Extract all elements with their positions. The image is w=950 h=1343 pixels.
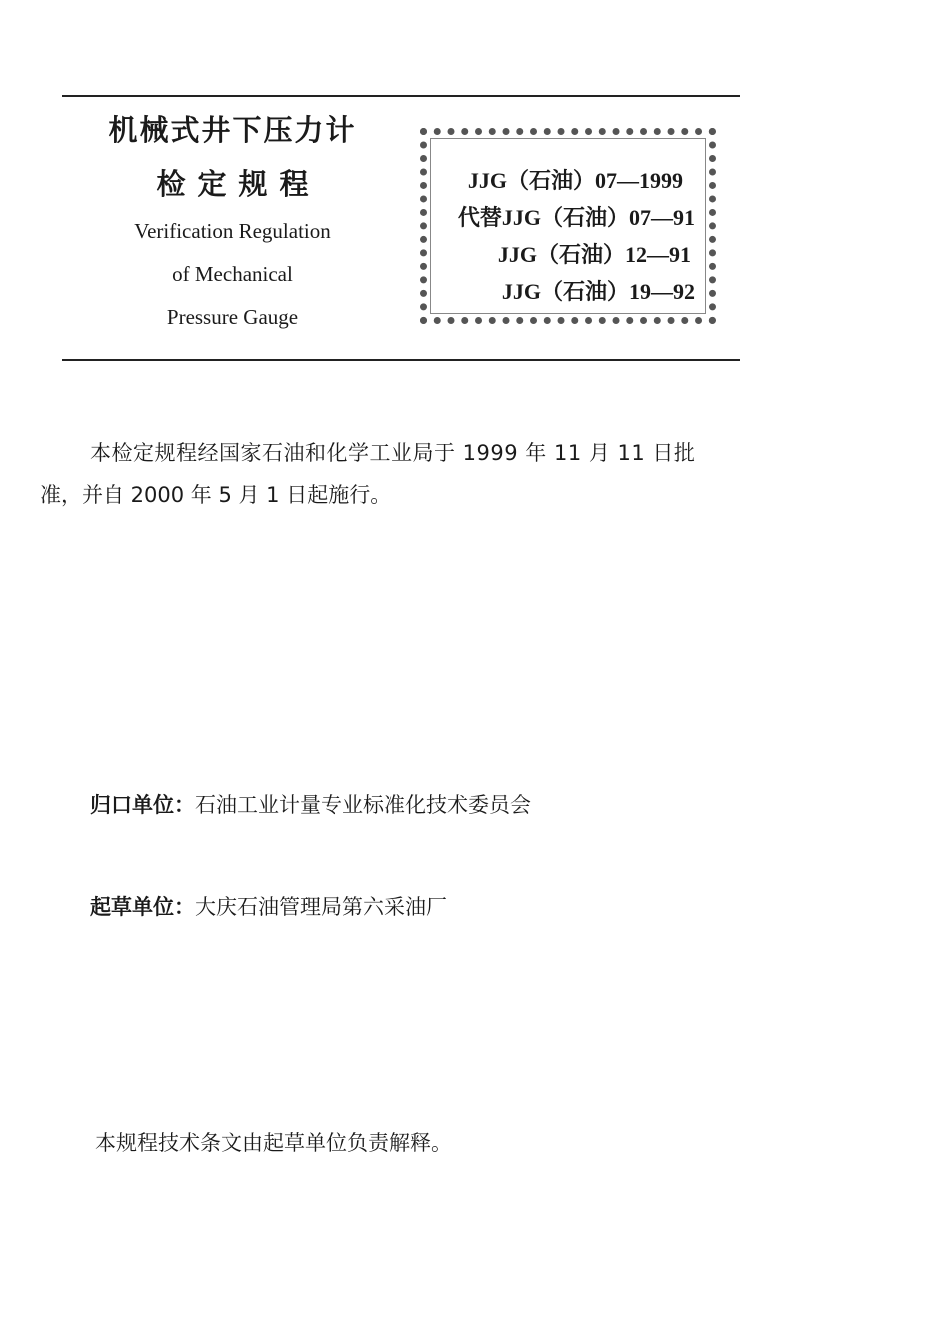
responsible-unit-value: 石油工业计量专业标准化技术委员会 [195, 793, 531, 817]
approval-line-2: 准，并自 2000 年 5 月 1 日起施行。 [40, 483, 392, 507]
code-lines [458, 162, 695, 310]
top-rule [62, 95, 740, 97]
drafting-unit [90, 892, 447, 922]
title-chinese-line-2: 检定规程 [156, 167, 321, 201]
code-line-current: JJG（石油）07—1999 [467, 168, 683, 193]
drafting-unit-value: 大庆石油管理局第六采油厂 [195, 895, 447, 919]
title-chinese-line-1: 机械式井下压力计 [108, 113, 357, 147]
approval-statement [40, 432, 780, 516]
approval-line-1: 本检定规程经国家石油和化学工业局于 1999 年 11 月 11 日批 [90, 441, 696, 465]
code-line-replaces: 代替JJG（石油）07—91 [457, 205, 695, 230]
responsible-unit-label: 归口单位： [90, 793, 195, 817]
title-block [80, 112, 385, 339]
title-english-line-1: Verification Regulation [134, 219, 331, 243]
responsible-unit [90, 790, 531, 820]
title-english-line-2: of Mechanical [172, 262, 293, 286]
drafting-unit-label: 起草单位： [90, 895, 195, 919]
title-english-line-3: Pressure Gauge [166, 305, 299, 329]
code-line-replaced-2: JJG（石油）12—91 [497, 242, 691, 267]
standard-code-box [420, 128, 716, 324]
bottom-rule [62, 359, 740, 361]
code-line-replaced-3: JJG（石油）19—92 [501, 279, 695, 304]
interpretation-note: 本规程技术条文由起草单位负责解释。 [95, 1131, 452, 1155]
